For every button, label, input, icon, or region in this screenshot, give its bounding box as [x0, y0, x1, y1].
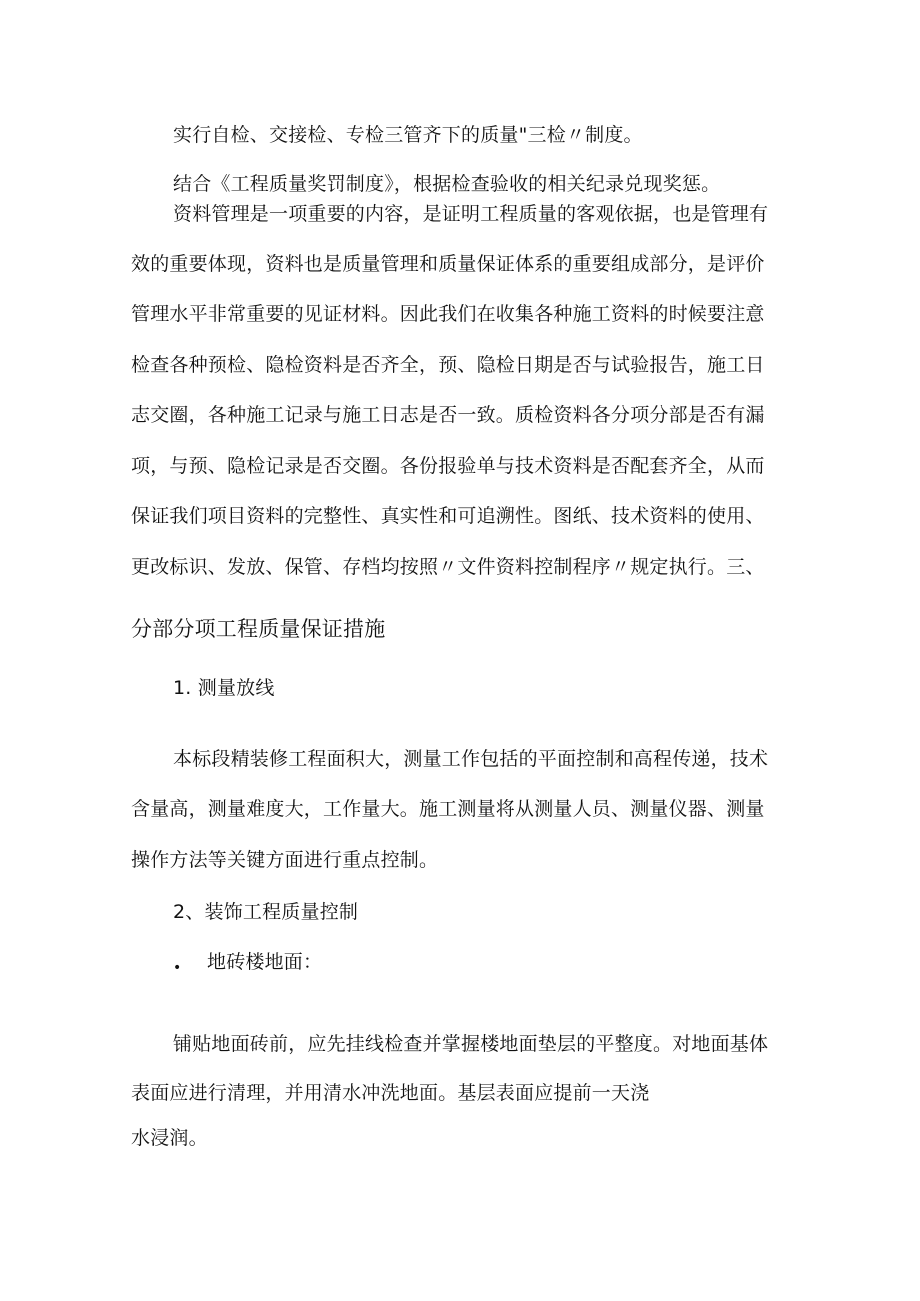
- paragraph-line-16: 水浸润。: [131, 1127, 208, 1149]
- paragraph-line-3: 资料管理是一项重要的内容，是证明工程质量的客观依据，也是管理有: [173, 203, 769, 225]
- bullet-item-floor-tile: 地砖楼地面：: [207, 951, 323, 973]
- bullet-icon: •: [173, 960, 182, 976]
- paragraph-line-14: 铺贴地面砖前，应先挂线检查并掌握楼地面垫层的平整度。对地面基体: [173, 1033, 769, 1055]
- paragraph-line-7: 志交圈，各种施工记录与施工日志是否一致。质检资料各分项分部是否有漏: [131, 404, 765, 426]
- subheading-decoration: 2、装饰工程质量控制: [173, 901, 359, 923]
- paragraph-line-15: 表面应进行清理，并用清水冲洗地面。基层表面应提前一天浇: [131, 1082, 650, 1104]
- paragraph-line-11: 本标段精装修工程面积大，测量工作包括的平面控制和高程传递，技术: [173, 748, 769, 770]
- section-heading: 分部分项工程质量保证措施: [131, 617, 386, 641]
- paragraph-line-5: 管理水平非常重要的见证材料。因此我们在收集各种施工资料的时候要注意: [131, 303, 765, 325]
- paragraph-line-6: 检查各种预检、隐检资料是否齐全，预、隐检日期是否与试验报告，施工日: [131, 354, 765, 376]
- paragraph-line-4: 效的重要体现，资料也是质量管理和质量保证体系的重要组成部分，是评价: [131, 253, 765, 275]
- paragraph-line-9: 保证我们项目资料的完整性、真实性和可追溯性。图纸、技术资料的使用、: [131, 505, 765, 527]
- paragraph-line-8: 项，与预、隐检记录是否交圈。各份报验单与技术资料是否配套齐全，从而: [131, 455, 765, 477]
- subheading-survey: 1. 测量放线: [173, 677, 275, 699]
- paragraph-line-12: 含量高，测量难度大，工作量大。施工测量将从测量人员、测量仪器、测量: [131, 798, 765, 820]
- paragraph-line-2: 结合《工程质量奖罚制度》，根据检查验收的相关纪录兑现奖惩。: [173, 173, 721, 195]
- paragraph-line-13: 操作方法等关键方面进行重点控制。: [131, 849, 439, 871]
- paragraph-line-10: 更改标识、发放、保管、存档均按照〃文件资料控制程序〃规定执行。三、: [131, 556, 765, 578]
- paragraph-line-1: 实行自检、交接检、专检三管齐下的质量"三检〃制度。: [173, 124, 643, 146]
